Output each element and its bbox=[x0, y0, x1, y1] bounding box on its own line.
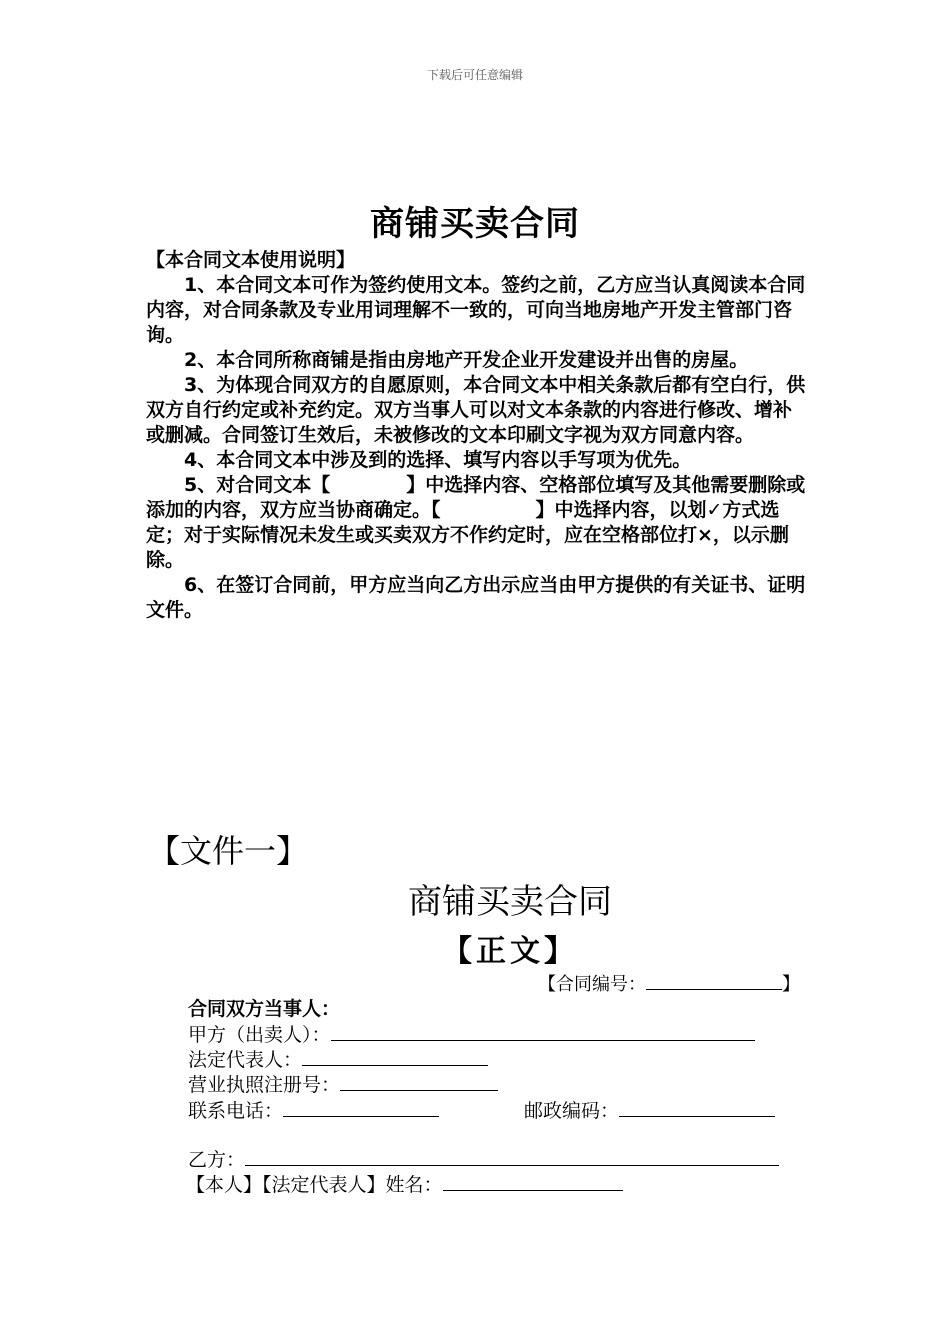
contract-number-close: 】 bbox=[782, 974, 800, 995]
instruction-item-3: 3、为体现合同双方的自愿原则，本合同文本中相关条款后都有空白行，供双方自行约定或补充约定。双方当事人可以对文本条款的内容进行修改、增补或删减。合同签订生效后，未被修改的文本印刷文字视为双方同意内容。 bbox=[146, 374, 806, 446]
instruction-item-5: 5、对合同文本【 】中选择内容、空格部位填写及其他需要删除或添加的内容，双方应当协商确定。【 】中选择内容，以划✓方式选定；对于实际情况未发生或买卖双方不作约定时，应在空格部位打×，以示删除。 bbox=[146, 474, 806, 571]
seller-line bbox=[188, 1020, 755, 1046]
seller-blank[interactable] bbox=[331, 1022, 755, 1041]
contract-number bbox=[538, 970, 800, 996]
instruction-item-2: 2、本合同所称商铺是指由房地产开发企业开发建设并出售的房屋。 bbox=[184, 349, 749, 371]
contract-number-label: 【合同编号： bbox=[538, 974, 646, 995]
license-blank[interactable] bbox=[340, 1072, 498, 1091]
license-label: 营业执照注册号： bbox=[188, 1074, 341, 1096]
legal-rep-blank[interactable] bbox=[302, 1047, 488, 1066]
instruction-item-6: 6、在签订合同前，甲方应当向乙方出示应当由甲方提供的有关证书、证明文件。 bbox=[146, 574, 806, 621]
file-label: 【文件一】 bbox=[148, 832, 309, 870]
buyer-name-label: 【本人】【法定代表人】姓名： bbox=[186, 1174, 443, 1196]
buyer-blank[interactable] bbox=[245, 1147, 779, 1166]
instructions-section bbox=[146, 248, 806, 623]
seller-label: 甲方（出卖人）： bbox=[188, 1024, 331, 1046]
phone-line bbox=[188, 1096, 439, 1122]
license-line bbox=[188, 1070, 498, 1096]
instruction-item-1: 1、本合同文本可作为签约使用文本。签约之前，乙方应当认真阅读本合同内容，对合同条款及专业用词理解不一致的，可向当地房地产开发主管部门咨询。 bbox=[146, 274, 806, 346]
contract-title: 商铺买卖合同 bbox=[408, 882, 612, 922]
parties-heading: 合同双方当事人： bbox=[188, 998, 341, 1020]
instructions-heading: 【本合同文本使用说明】 bbox=[146, 249, 356, 271]
legal-rep-label: 法定代表人： bbox=[188, 1049, 303, 1071]
instruction-item-4: 4、本合同文本中涉及到的选择、填写内容以手写项为优先。 bbox=[184, 449, 692, 471]
contract-number-blank[interactable] bbox=[646, 971, 782, 990]
page-title: 商铺买卖合同 bbox=[370, 204, 580, 244]
legal-rep-line bbox=[188, 1045, 488, 1071]
buyer-name-line bbox=[186, 1170, 623, 1196]
buyer-label: 乙方： bbox=[188, 1149, 246, 1171]
buyer-name-blank[interactable] bbox=[443, 1172, 623, 1191]
postcode-blank[interactable] bbox=[619, 1098, 775, 1117]
phone-label: 联系电话： bbox=[188, 1100, 284, 1122]
main-text-heading: 【正文】 bbox=[442, 934, 578, 969]
postcode-line bbox=[524, 1096, 775, 1122]
postcode-label: 邮政编码： bbox=[524, 1100, 620, 1122]
phone-blank[interactable] bbox=[283, 1098, 439, 1117]
header-note: 下载后可任意编辑 bbox=[426, 68, 523, 82]
buyer-line bbox=[188, 1145, 779, 1171]
